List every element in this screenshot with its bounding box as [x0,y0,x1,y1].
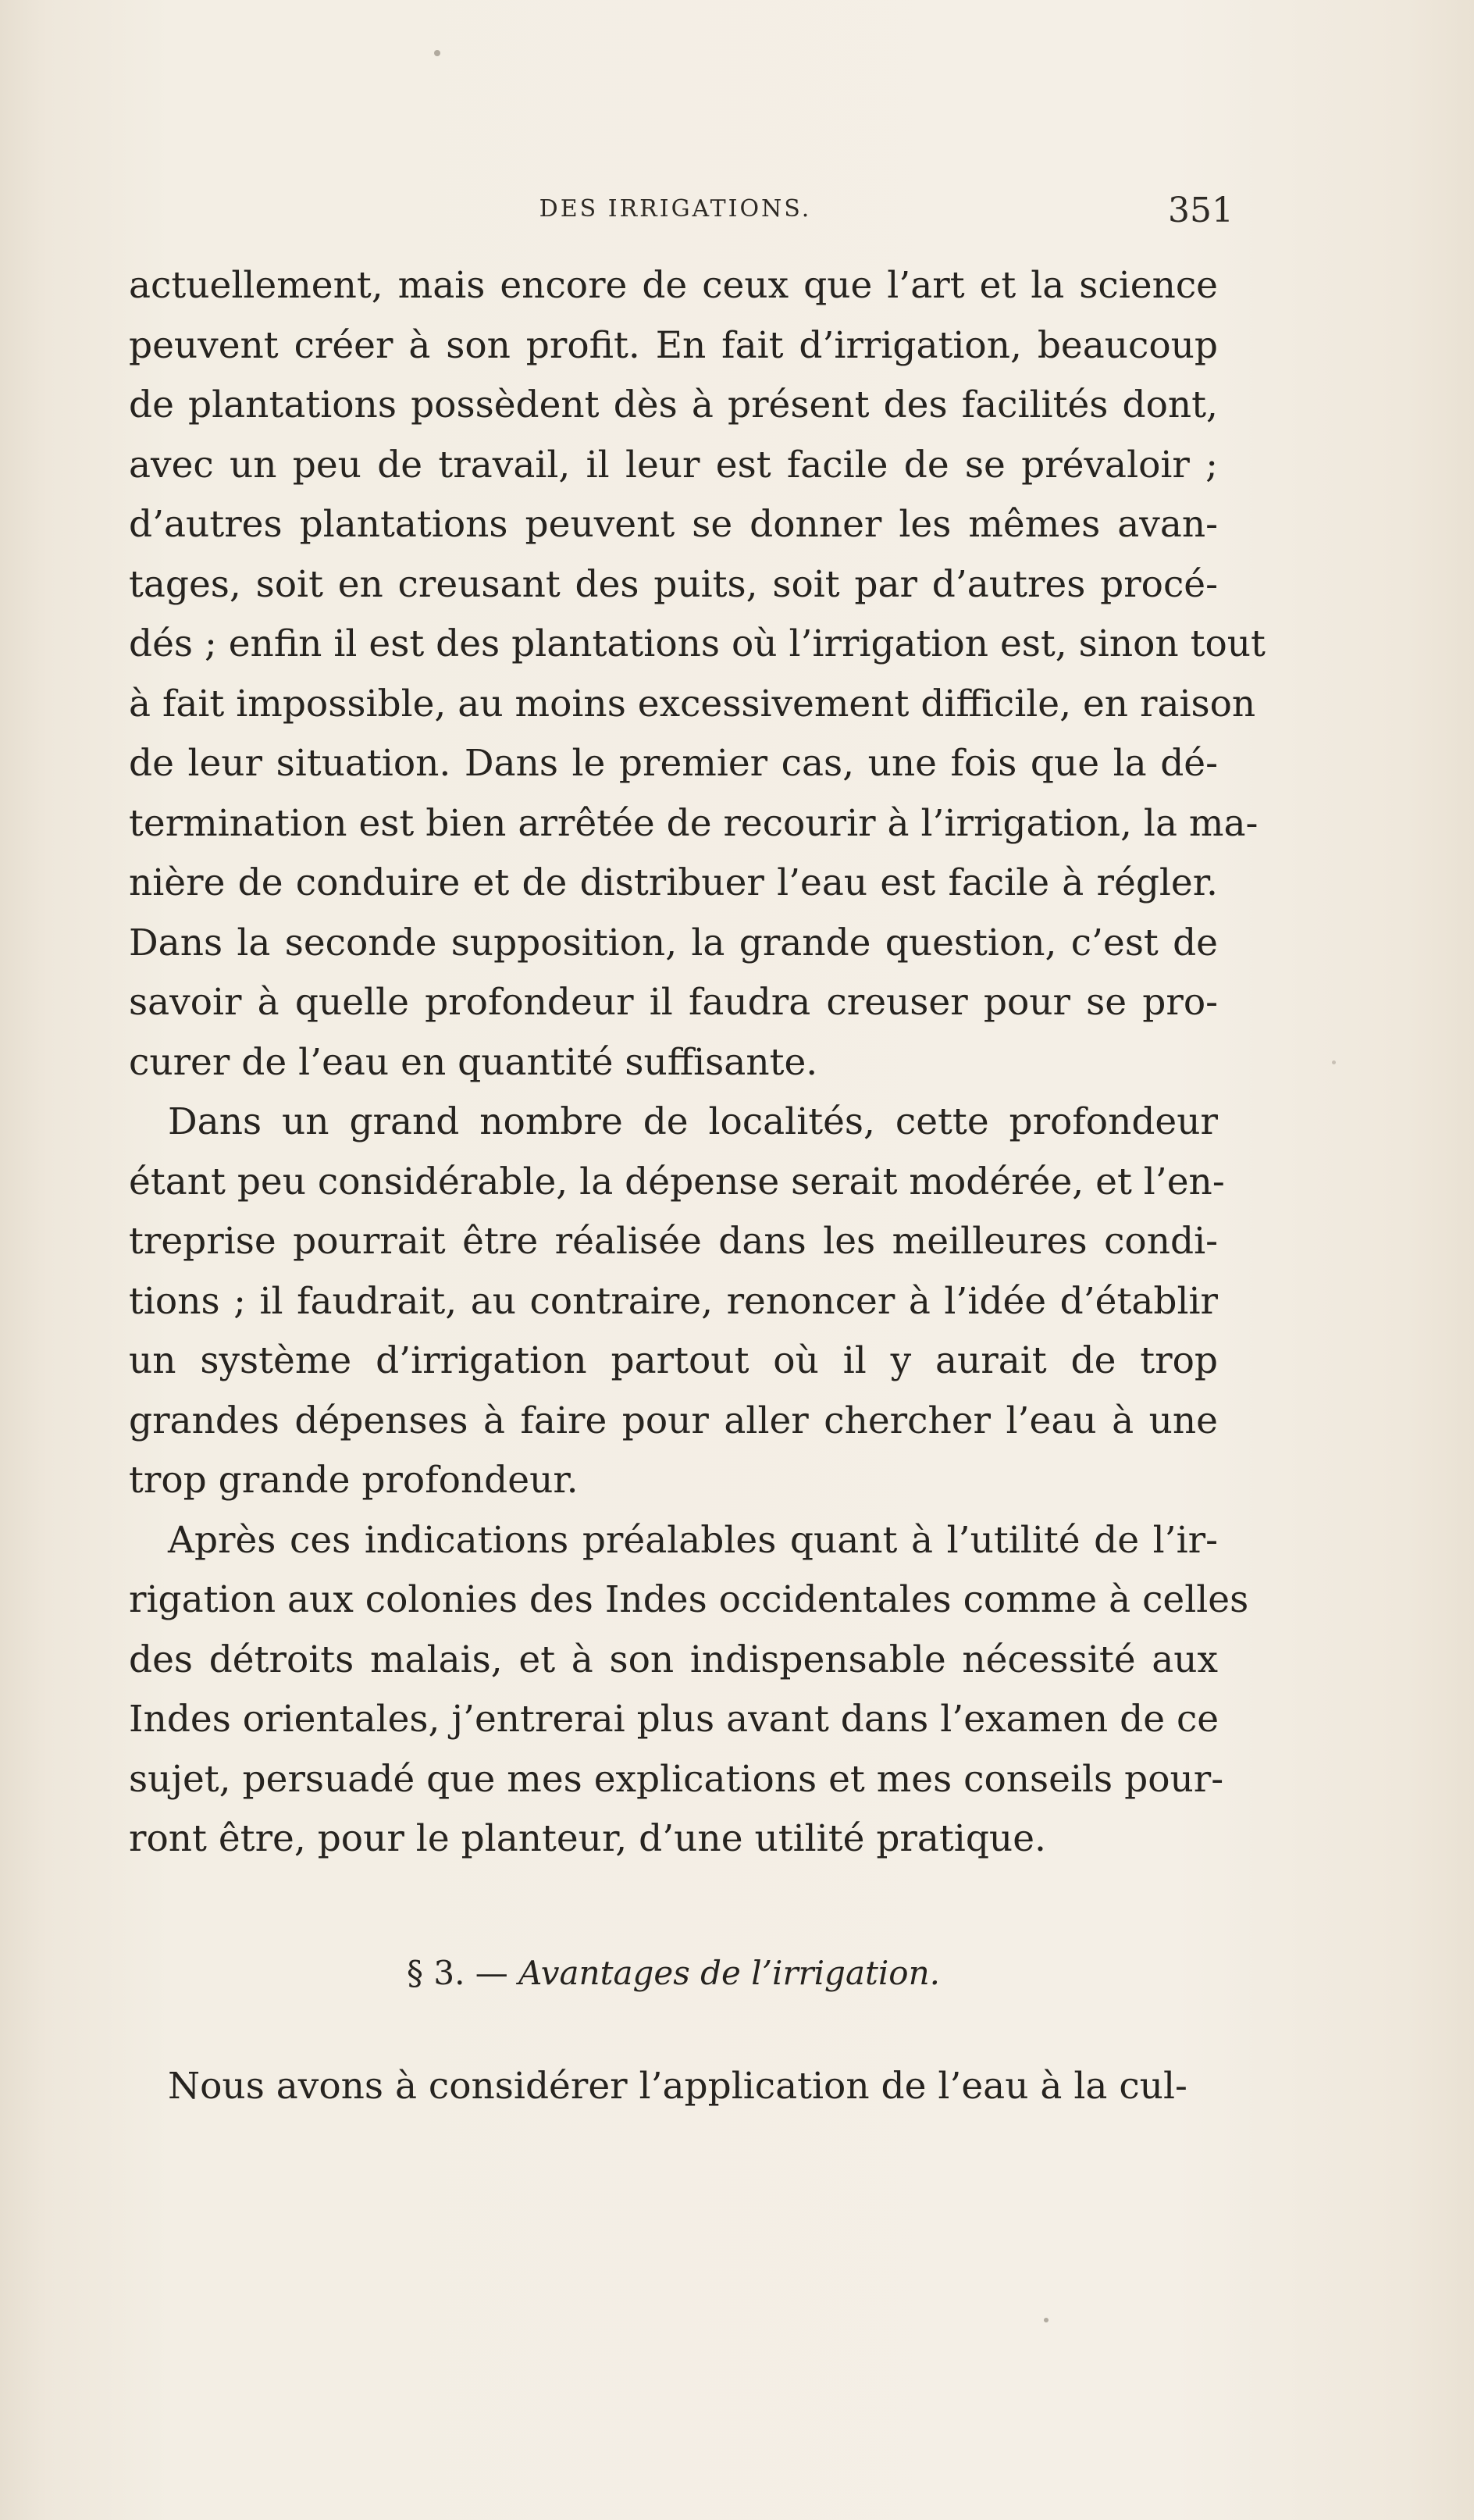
text-line: un système d’irrigation partout où il y aurait de trop [129,1339,1218,1382]
text-line: ront être, pour le planteur, d’une utilité pratique. [129,1817,1046,1860]
running-title: DES IRRIGATIONS. [539,195,812,223]
text-line: curer de l’eau en quantité suffisante. [129,1040,818,1084]
section-title: Avantages de l’irrigation. [518,1954,940,1992]
text-line: grandes dépenses à faire pour aller chercher l’eau à une [129,1399,1218,1442]
text-line: dés ; enfin il est des plantations où l’irrigation est, sinon tout [129,622,1266,665]
paragraph-2 [129,1092,1225,1511]
text-line: d’autres plantations peuvent se donner les mêmes avan- [129,503,1218,546]
text-line: de plantations possèdent dès à présent des facilités dont, [129,383,1218,426]
text-line: trop grande profondeur. [129,1459,579,1502]
text-line: tions ; il faudrait, au contraire, renoncer à l’idée d’établir [129,1279,1218,1323]
text-line: Indes orientales, j’entrerai plus avant dans l’examen de ce [129,1698,1219,1741]
text-line: actuellement, mais encore de ceux que l’art et la science [129,264,1218,307]
text-line: étant peu considérable, la dépense serait modérée, et l’en- [129,1160,1225,1203]
text-line: avec un peu de travail, il leur est facile de se prévaloir ; [129,443,1218,487]
paragraph-1 [129,256,1266,1092]
text-line: rigation aux colonies des Indes occidentales comme à celles [129,1578,1249,1621]
section-number: § 3. — [407,1954,508,1992]
ink-speck [1044,2318,1049,2322]
text-line: savoir à quelle profondeur il faudra creuser pour se pro- [129,981,1218,1024]
body-text [129,256,1266,1870]
ink-speck [1332,1060,1336,1064]
text-line: des détroits malais, et à son indispensable nécessité aux [129,1638,1218,1681]
text-line: à fait impossible, au moins excessivement difficile, en raison [129,682,1256,725]
text-line: termination est bien arrêtée de recourir à l’irrigation, la ma- [129,801,1259,845]
section-heading [129,1954,1218,1992]
text-line: nière de conduire et de distribuer l’eau est facile à régler. [129,861,1218,904]
text-line: sujet, persuadé que mes explications et mes conseils pour- [129,1757,1224,1801]
text-line: Dans la seconde supposition, la grande question, c’est de [129,921,1218,964]
text-line: peuvent créer à son profit. En fait d’irrigation, beaucoup [129,323,1218,367]
paragraph-3 [129,1511,1249,1870]
text-line: Dans un grand nombre de localités, cette profondeur [168,1100,1218,1143]
text-line: tages, soit en creusant des puits, soit par d’autres procé- [129,562,1218,606]
ink-speck [434,50,440,56]
text-line: Après ces indications préalables quant à l’utilité de l’ir- [168,1518,1218,1562]
text-line: treprise pourrait être réalisée dans les meilleures condi- [129,1220,1218,1263]
text-line: Nous avons à considérer l’application de l’eau à la cul- [168,2065,1187,2108]
text-line: de leur situation. Dans le premier cas, une fois que la dé- [129,742,1218,785]
page-number: 351 [1168,191,1234,230]
running-head [117,191,1234,245]
